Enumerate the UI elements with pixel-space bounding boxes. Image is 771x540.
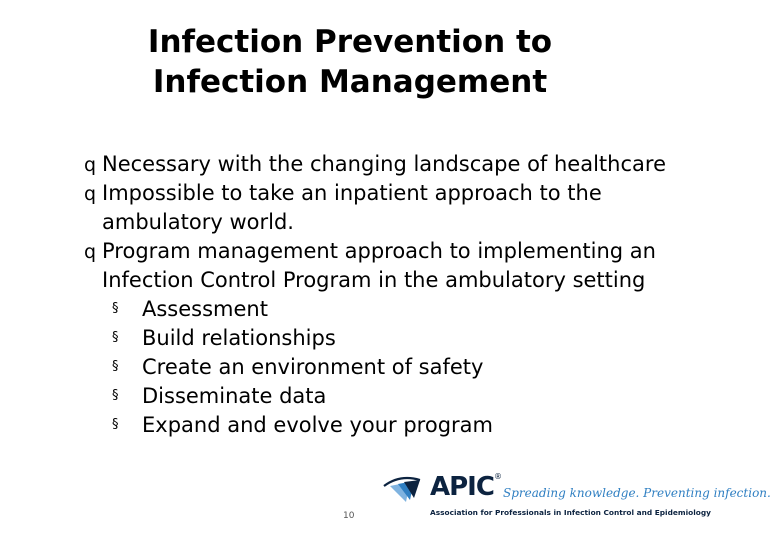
bullet-text-continuation: ambulatory world. — [102, 210, 294, 234]
sub-bullet-item — [86, 411, 716, 440]
bullet-list — [86, 150, 716, 440]
logo-tagline: Spreading knowledge. Preventing infection. — [503, 486, 771, 500]
apic-logo — [380, 472, 771, 522]
apic-emblem-icon — [380, 472, 428, 506]
section-bullet-icon: § — [112, 301, 119, 316]
sub-bullet-text: Disseminate data — [142, 384, 327, 408]
section-bullet-icon: § — [112, 359, 119, 374]
sub-bullet-item — [86, 382, 716, 411]
bullet-text: Program management approach to implementing an — [102, 239, 656, 263]
bullet-item — [86, 150, 716, 179]
sub-bullet-text: Assessment — [142, 297, 268, 321]
wordmark-text: APIC — [430, 472, 494, 502]
association-name: Association for Professionals in Infection Control and Epidemiology — [430, 508, 711, 517]
section-bullet-icon: § — [112, 388, 119, 403]
sub-bullet-item — [86, 324, 716, 353]
section-bullet-icon: § — [112, 330, 119, 345]
sub-bullet-item — [86, 353, 716, 382]
slide-title — [0, 22, 700, 102]
checkbox-bullet-icon: q — [84, 241, 97, 263]
page-number: 10 — [343, 511, 355, 521]
apic-wordmark — [430, 472, 502, 502]
sub-bullet-text: Create an environment of safety — [142, 355, 484, 379]
bullet-item — [86, 179, 716, 237]
bullet-text: Impossible to take an inpatient approach to the — [102, 181, 602, 205]
bullet-text: Necessary with the changing landscape of healthcare — [102, 152, 666, 176]
checkbox-bullet-icon: q — [84, 154, 97, 176]
section-bullet-icon: § — [112, 417, 119, 432]
title-line-2: Infection Management — [152, 64, 548, 100]
registered-mark: ® — [493, 472, 502, 481]
bullet-item — [86, 237, 716, 295]
sub-bullet-text: Build relationships — [142, 326, 336, 350]
sub-bullet-item — [86, 295, 716, 324]
bullet-text-continuation: Infection Control Program in the ambulatory setting — [102, 268, 646, 292]
title-line-1: Infection Prevention to — [147, 24, 553, 60]
checkbox-bullet-icon: q — [84, 183, 97, 205]
sub-bullet-text: Expand and evolve your program — [142, 413, 493, 437]
